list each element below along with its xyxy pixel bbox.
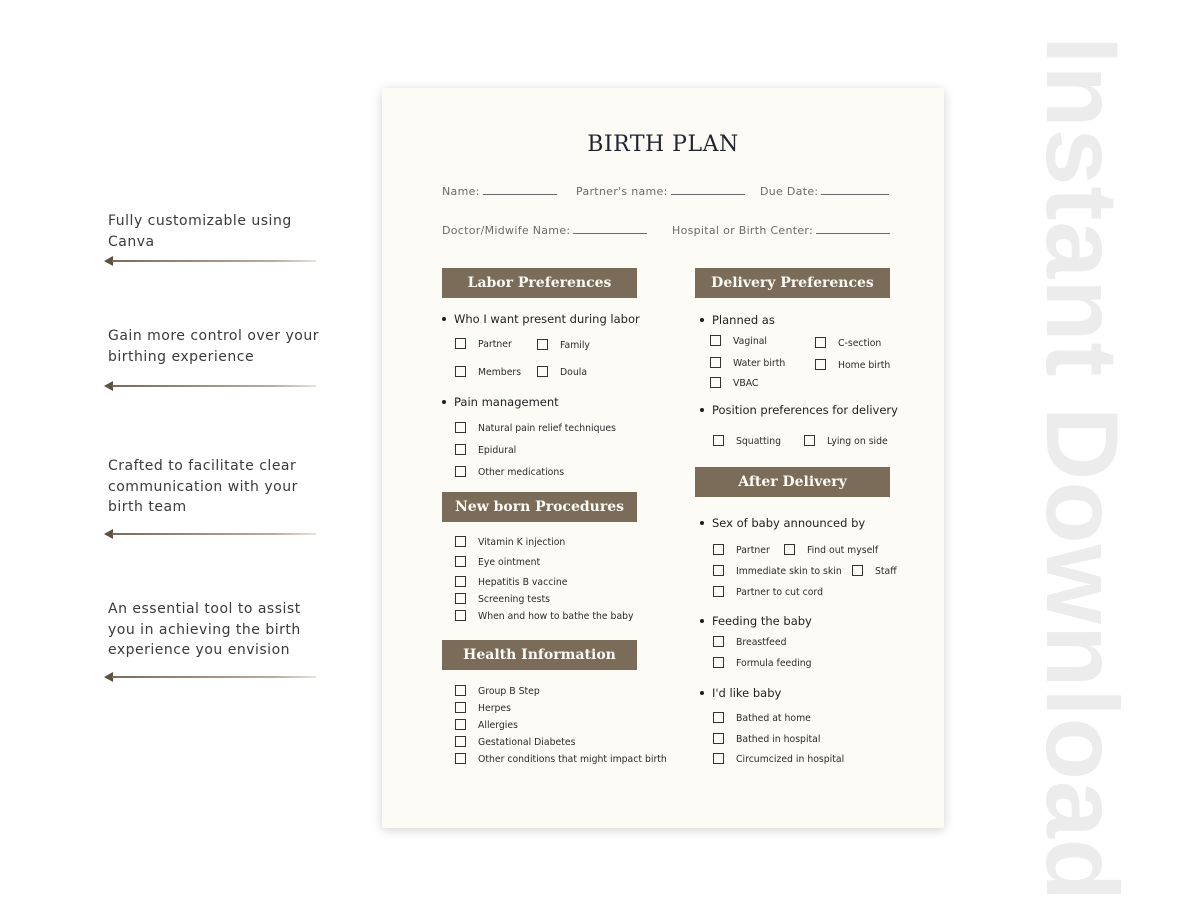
- due-date-field[interactable]: [760, 185, 889, 198]
- checkbox-c-section[interactable]: [815, 338, 881, 349]
- checkbox-icon[interactable]: [815, 359, 826, 370]
- option-label: Bathed in hospital: [736, 734, 821, 745]
- doctor-field[interactable]: [442, 224, 647, 237]
- option-label: Natural pain relief techniques: [478, 423, 616, 434]
- checkbox-bathed-at-home[interactable]: [713, 713, 811, 724]
- sex-announce-question: Sex of baby announced by: [700, 516, 865, 530]
- checkbox-icon[interactable]: [455, 338, 466, 349]
- checkbox-icon[interactable]: [713, 586, 724, 597]
- option-label: When and how to bathe the baby: [478, 611, 634, 622]
- checkbox-lying-on-side[interactable]: [804, 436, 888, 447]
- checkbox-other-conditions[interactable]: [455, 754, 667, 765]
- checkbox-icon[interactable]: [455, 536, 466, 547]
- hospital-label: Hospital or Birth Center:: [672, 224, 814, 237]
- checkbox-water-birth[interactable]: [710, 358, 785, 369]
- option-label: Eye ointment: [478, 557, 541, 568]
- checkbox-icon[interactable]: [537, 366, 548, 377]
- option-label: Formula feeding: [736, 658, 812, 669]
- checkbox-vitamin-k[interactable]: [455, 537, 565, 548]
- checkbox-icon[interactable]: [455, 702, 466, 713]
- checkbox-members[interactable]: [455, 367, 521, 378]
- checkbox-find-out-myself[interactable]: [784, 545, 878, 556]
- checkbox-icon[interactable]: [455, 685, 466, 696]
- checkbox-eye-ointment[interactable]: [455, 557, 540, 568]
- partner-name-field[interactable]: [576, 185, 745, 198]
- option-label: Allergies: [478, 720, 518, 731]
- option-label: Partner: [736, 545, 770, 556]
- delivery-preferences-header: Delivery Preferences: [695, 268, 890, 298]
- checkbox-home-birth[interactable]: [815, 360, 890, 371]
- checkbox-breastfeed[interactable]: [713, 637, 787, 648]
- watermark-text: Instant Download: [1025, 36, 1139, 902]
- checkbox-squatting[interactable]: [713, 436, 781, 447]
- birth-plan-document: [382, 88, 944, 828]
- present-question: Who I want present during labor: [442, 312, 640, 326]
- pain-question: Pain management: [442, 395, 559, 409]
- option-label: Epidural: [478, 445, 517, 456]
- checkbox-icon[interactable]: [713, 712, 724, 723]
- option-label: C-section: [838, 338, 882, 349]
- name-field[interactable]: [442, 185, 557, 198]
- checkbox-icon[interactable]: [815, 337, 826, 348]
- option-label: Staff: [875, 566, 897, 577]
- option-label: Bathed at home: [736, 713, 811, 724]
- option-label: Vaginal: [733, 336, 767, 347]
- feature-note: Gain more control over your birthing experience: [108, 328, 319, 365]
- checkbox-icon[interactable]: [455, 466, 466, 477]
- checkbox-vbac[interactable]: [710, 378, 758, 389]
- checkbox-circumcized[interactable]: [713, 754, 844, 765]
- arrow-left-icon: [104, 385, 316, 387]
- checkbox-icon[interactable]: [455, 576, 466, 587]
- checkbox-doula[interactable]: [537, 367, 587, 378]
- option-label: Water birth: [733, 358, 786, 369]
- checkbox-herpes[interactable]: [455, 703, 511, 714]
- option-label: Gestational Diabetes: [478, 737, 576, 748]
- option-label: Vitamin K injection: [478, 537, 566, 548]
- checkbox-partner[interactable]: [455, 339, 512, 350]
- option-label: VBAC: [733, 378, 759, 389]
- checkbox-partner-cut-cord[interactable]: [713, 587, 823, 598]
- checkbox-icon[interactable]: [713, 544, 724, 555]
- checkbox-icon[interactable]: [713, 636, 724, 647]
- option-label: Screening tests: [478, 594, 550, 605]
- after-delivery-header: After Delivery: [695, 467, 890, 497]
- feeding-question: Feeding the baby: [700, 614, 812, 628]
- checkbox-icon[interactable]: [455, 719, 466, 730]
- checkbox-icon[interactable]: [455, 444, 466, 455]
- name-label: Name:: [442, 185, 480, 198]
- checkbox-icon[interactable]: [455, 422, 466, 433]
- checkbox-icon[interactable]: [713, 565, 724, 576]
- checkbox-icon[interactable]: [537, 339, 548, 350]
- partner-name-label: Partner's name:: [576, 185, 668, 198]
- checkbox-bathe-baby[interactable]: [455, 611, 634, 622]
- checkbox-group-b-step[interactable]: [455, 686, 540, 697]
- arrow-left-icon: [104, 676, 316, 678]
- labor-preferences-header: Labor Preferences: [442, 268, 637, 298]
- checkbox-gestational-diabetes[interactable]: [455, 737, 575, 748]
- checkbox-icon[interactable]: [713, 733, 724, 744]
- checkbox-epidural[interactable]: [455, 445, 516, 456]
- arrow-left-icon: [104, 260, 316, 262]
- feature-note: Crafted to facilitate clear communication with your birth team: [108, 458, 298, 515]
- doctor-label: Doctor/Midwife Name:: [442, 224, 571, 237]
- checkbox-icon[interactable]: [713, 657, 724, 668]
- option-label: Breastfeed: [736, 637, 787, 648]
- checkbox-staff[interactable]: [852, 566, 897, 577]
- feature-note: Fully customizable using Canva: [108, 213, 292, 250]
- option-label: Other conditions that might impact birth: [478, 754, 667, 765]
- checkbox-vaginal[interactable]: [710, 336, 767, 347]
- checkbox-icon[interactable]: [784, 544, 795, 555]
- checkbox-icon[interactable]: [455, 753, 466, 764]
- checkbox-icon[interactable]: [710, 335, 721, 346]
- checkbox-bathed-in-hospital[interactable]: [713, 734, 820, 745]
- due-date-label: Due Date:: [760, 185, 819, 198]
- option-label: Members: [478, 367, 522, 378]
- checkbox-formula-feeding[interactable]: [713, 658, 812, 669]
- checkbox-icon[interactable]: [455, 366, 466, 377]
- option-label: Find out myself: [807, 545, 879, 556]
- option-label: Squatting: [736, 436, 782, 447]
- checkbox-screening-tests[interactable]: [455, 594, 550, 605]
- option-label: Other medications: [478, 467, 565, 478]
- option-label: Immediate skin to skin: [736, 566, 842, 577]
- arrow-left-icon: [104, 533, 316, 535]
- health-information-header: Health Information: [442, 640, 637, 670]
- option-label: Family: [560, 340, 590, 351]
- checkbox-icon[interactable]: [804, 435, 815, 446]
- document-title: BIRTH PLAN: [587, 132, 739, 157]
- checkbox-natural-pain-relief[interactable]: [455, 423, 616, 434]
- checkbox-icon[interactable]: [710, 357, 721, 368]
- option-label: Hepatitis B vaccine: [478, 577, 568, 588]
- hospital-field[interactable]: [672, 224, 890, 237]
- checkbox-hepatitis-b[interactable]: [455, 577, 568, 588]
- newborn-procedures-header: New born Procedures: [442, 492, 637, 522]
- option-label: Group B Step: [478, 686, 540, 697]
- option-label: Partner: [478, 339, 512, 350]
- checkbox-other-medications[interactable]: [455, 467, 564, 478]
- checkbox-partner-announce[interactable]: [713, 545, 770, 556]
- checkbox-icon[interactable]: [455, 610, 466, 621]
- checkbox-icon[interactable]: [713, 753, 724, 764]
- checkbox-skin-to-skin[interactable]: [713, 566, 842, 577]
- checkbox-icon[interactable]: [455, 556, 466, 567]
- option-label: Circumcized in hospital: [736, 754, 845, 765]
- feature-note: An essential tool to assist you in achieving the birth experience you envision: [108, 601, 301, 658]
- planned-question: Planned as: [700, 313, 775, 327]
- option-label: Doula: [560, 367, 588, 378]
- baby-question: I'd like baby: [700, 686, 781, 700]
- option-label: Herpes: [478, 703, 511, 714]
- checkbox-allergies[interactable]: [455, 720, 518, 731]
- option-label: Home birth: [838, 360, 891, 371]
- position-question: Position preferences for delivery: [700, 403, 898, 417]
- checkbox-icon[interactable]: [455, 736, 466, 747]
- option-label: Partner to cut cord: [736, 587, 823, 598]
- checkbox-icon[interactable]: [455, 593, 466, 604]
- checkbox-icon[interactable]: [713, 435, 724, 446]
- checkbox-icon[interactable]: [852, 565, 863, 576]
- checkbox-icon[interactable]: [710, 377, 721, 388]
- option-label: Lying on side: [827, 436, 888, 447]
- checkbox-family[interactable]: [537, 340, 590, 351]
